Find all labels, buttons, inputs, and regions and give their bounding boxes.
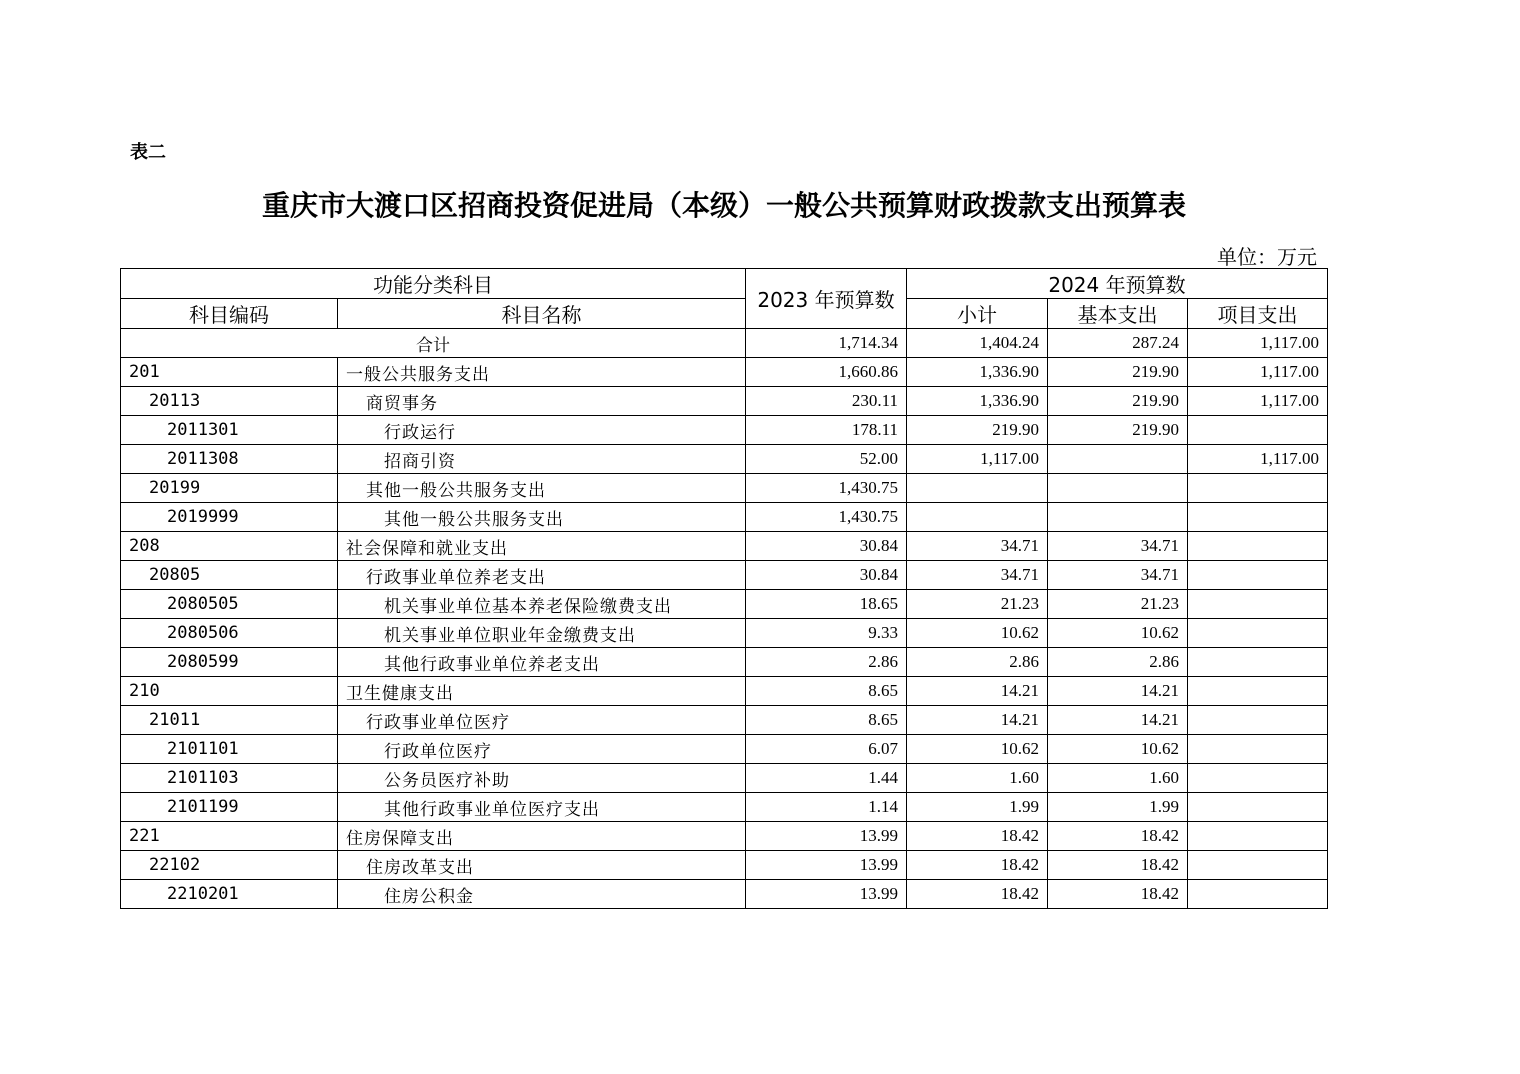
table-number-label: 表二: [130, 142, 166, 163]
row-project: [1188, 677, 1328, 706]
row-2023: 13.99: [746, 851, 907, 880]
row-code: 221: [121, 822, 338, 851]
row-2023: 1,430.75: [746, 503, 907, 532]
row-basic: 14.21: [1048, 677, 1188, 706]
row-name: 住房保障支出: [338, 822, 746, 851]
budget-table: [120, 268, 1328, 909]
row-2023: 6.07: [746, 735, 907, 764]
row-code: 2080599: [121, 648, 338, 677]
row-basic: [1048, 445, 1188, 474]
row-subtotal: 10.62: [907, 735, 1048, 764]
table-row: [121, 532, 1328, 561]
row-code: 2101199: [121, 793, 338, 822]
row-name: 行政事业单位医疗: [338, 706, 746, 735]
row-project: [1188, 851, 1328, 880]
row-project: 1,117.00: [1188, 358, 1328, 387]
row-subtotal: [907, 474, 1048, 503]
table-row: [121, 358, 1328, 387]
table-row: [121, 677, 1328, 706]
row-name: 住房公积金: [338, 880, 746, 909]
row-2023: 230.11: [746, 387, 907, 416]
row-basic: 219.90: [1048, 387, 1188, 416]
total-basic: 287.24: [1048, 329, 1188, 358]
row-2023: 8.65: [746, 677, 907, 706]
row-2023: 13.99: [746, 822, 907, 851]
row-basic: 34.71: [1048, 532, 1188, 561]
row-subtotal: 14.21: [907, 677, 1048, 706]
row-subtotal: 34.71: [907, 561, 1048, 590]
row-basic: 14.21: [1048, 706, 1188, 735]
row-name: 卫生健康支出: [338, 677, 746, 706]
row-subtotal: 21.23: [907, 590, 1048, 619]
row-subtotal: 34.71: [907, 532, 1048, 561]
row-2023: 1,430.75: [746, 474, 907, 503]
row-code: 22102: [121, 851, 338, 880]
row-code: 210: [121, 677, 338, 706]
row-project: [1188, 706, 1328, 735]
row-code: 2101101: [121, 735, 338, 764]
total-row: [121, 329, 1328, 358]
header-project: 项目支出: [1188, 299, 1328, 329]
row-code: 20113: [121, 387, 338, 416]
table-row: [121, 822, 1328, 851]
table-row: [121, 416, 1328, 445]
header-basic: 基本支出: [1048, 299, 1188, 329]
row-2023: 1.14: [746, 793, 907, 822]
row-subtotal: 1,336.90: [907, 358, 1048, 387]
table-row: [121, 706, 1328, 735]
table-row: [121, 561, 1328, 590]
row-basic: 18.42: [1048, 851, 1188, 880]
unit-label: 单位：万元: [1217, 245, 1317, 269]
row-code: 201: [121, 358, 338, 387]
row-name: 机关事业单位职业年金缴费支出: [338, 619, 746, 648]
row-basic: 18.42: [1048, 880, 1188, 909]
row-name: 其他一般公共服务支出: [338, 503, 746, 532]
row-basic: [1048, 474, 1188, 503]
row-project: [1188, 561, 1328, 590]
row-subtotal: 18.42: [907, 822, 1048, 851]
total-project: 1,117.00: [1188, 329, 1328, 358]
row-name: 其他行政事业单位医疗支出: [338, 793, 746, 822]
row-project: 1,117.00: [1188, 387, 1328, 416]
header-row-2: [121, 299, 1328, 329]
row-code: 20199: [121, 474, 338, 503]
table-row: [121, 735, 1328, 764]
row-2023: 52.00: [746, 445, 907, 474]
row-name: 机关事业单位基本养老保险缴费支出: [338, 590, 746, 619]
row-subtotal: [907, 503, 1048, 532]
header-budget-2023: 2023 年预算数: [746, 269, 907, 329]
row-project: 1,117.00: [1188, 445, 1328, 474]
total-label: 合计: [121, 329, 746, 358]
row-project: [1188, 619, 1328, 648]
row-code: 20805: [121, 561, 338, 590]
row-name: 招商引资: [338, 445, 746, 474]
row-basic: 21.23: [1048, 590, 1188, 619]
table-row: [121, 648, 1328, 677]
row-subtotal: 1,336.90: [907, 387, 1048, 416]
row-basic: 10.62: [1048, 735, 1188, 764]
row-code: 2210201: [121, 880, 338, 909]
header-subtotal: 小计: [907, 299, 1048, 329]
row-basic: 1.99: [1048, 793, 1188, 822]
row-project: [1188, 503, 1328, 532]
row-name: 商贸事务: [338, 387, 746, 416]
row-name: 一般公共服务支出: [338, 358, 746, 387]
row-name: 行政运行: [338, 416, 746, 445]
row-project: [1188, 532, 1328, 561]
row-basic: [1048, 503, 1188, 532]
header-row-1: [121, 269, 1328, 299]
row-name: 行政事业单位养老支出: [338, 561, 746, 590]
row-name: 其他一般公共服务支出: [338, 474, 746, 503]
header-name: 科目名称: [338, 299, 746, 329]
table-row: [121, 445, 1328, 474]
row-code: 208: [121, 532, 338, 561]
row-name: 其他行政事业单位养老支出: [338, 648, 746, 677]
row-code: 21011: [121, 706, 338, 735]
row-2023: 8.65: [746, 706, 907, 735]
row-code: 2019999: [121, 503, 338, 532]
table-row: [121, 590, 1328, 619]
table-row: [121, 851, 1328, 880]
row-project: [1188, 764, 1328, 793]
row-basic: 18.42: [1048, 822, 1188, 851]
row-subtotal: 1.99: [907, 793, 1048, 822]
row-code: 2011301: [121, 416, 338, 445]
total-subtotal: 1,404.24: [907, 329, 1048, 358]
row-code: 2080505: [121, 590, 338, 619]
row-project: [1188, 822, 1328, 851]
table-row: [121, 503, 1328, 532]
row-basic: 34.71: [1048, 561, 1188, 590]
table-row: [121, 793, 1328, 822]
row-basic: 1.60: [1048, 764, 1188, 793]
row-name: 住房改革支出: [338, 851, 746, 880]
row-code: 2101103: [121, 764, 338, 793]
row-2023: 2.86: [746, 648, 907, 677]
table-row: [121, 764, 1328, 793]
row-subtotal: 2.86: [907, 648, 1048, 677]
row-2023: 1,660.86: [746, 358, 907, 387]
header-budget-2024: 2024 年预算数: [907, 269, 1328, 299]
row-subtotal: 18.42: [907, 880, 1048, 909]
row-code: 2080506: [121, 619, 338, 648]
row-project: [1188, 416, 1328, 445]
row-basic: 219.90: [1048, 358, 1188, 387]
row-basic: 2.86: [1048, 648, 1188, 677]
row-project: [1188, 880, 1328, 909]
row-2023: 30.84: [746, 532, 907, 561]
row-subtotal: 219.90: [907, 416, 1048, 445]
row-subtotal: 1,117.00: [907, 445, 1048, 474]
table-row: [121, 880, 1328, 909]
table-row: [121, 619, 1328, 648]
row-name: 社会保障和就业支出: [338, 532, 746, 561]
table-row: [121, 387, 1328, 416]
table-row: [121, 474, 1328, 503]
row-project: [1188, 793, 1328, 822]
row-project: [1188, 735, 1328, 764]
row-2023: 9.33: [746, 619, 907, 648]
row-subtotal: 1.60: [907, 764, 1048, 793]
row-project: [1188, 474, 1328, 503]
row-subtotal: 10.62: [907, 619, 1048, 648]
header-function-category: 功能分类科目: [121, 269, 746, 299]
row-2023: 178.11: [746, 416, 907, 445]
header-code: 科目编码: [121, 299, 338, 329]
row-subtotal: 14.21: [907, 706, 1048, 735]
row-2023: 13.99: [746, 880, 907, 909]
total-2023: 1,714.34: [746, 329, 907, 358]
row-subtotal: 18.42: [907, 851, 1048, 880]
row-basic: 219.90: [1048, 416, 1188, 445]
row-basic: 10.62: [1048, 619, 1188, 648]
row-2023: 18.65: [746, 590, 907, 619]
row-project: [1188, 590, 1328, 619]
row-2023: 1.44: [746, 764, 907, 793]
document-title: 重庆市大渡口区招商投资促进局（本级）一般公共预算财政拨款支出预算表: [261, 189, 1186, 222]
row-project: [1188, 648, 1328, 677]
row-code: 2011308: [121, 445, 338, 474]
row-2023: 30.84: [746, 561, 907, 590]
row-name: 行政单位医疗: [338, 735, 746, 764]
row-name: 公务员医疗补助: [338, 764, 746, 793]
